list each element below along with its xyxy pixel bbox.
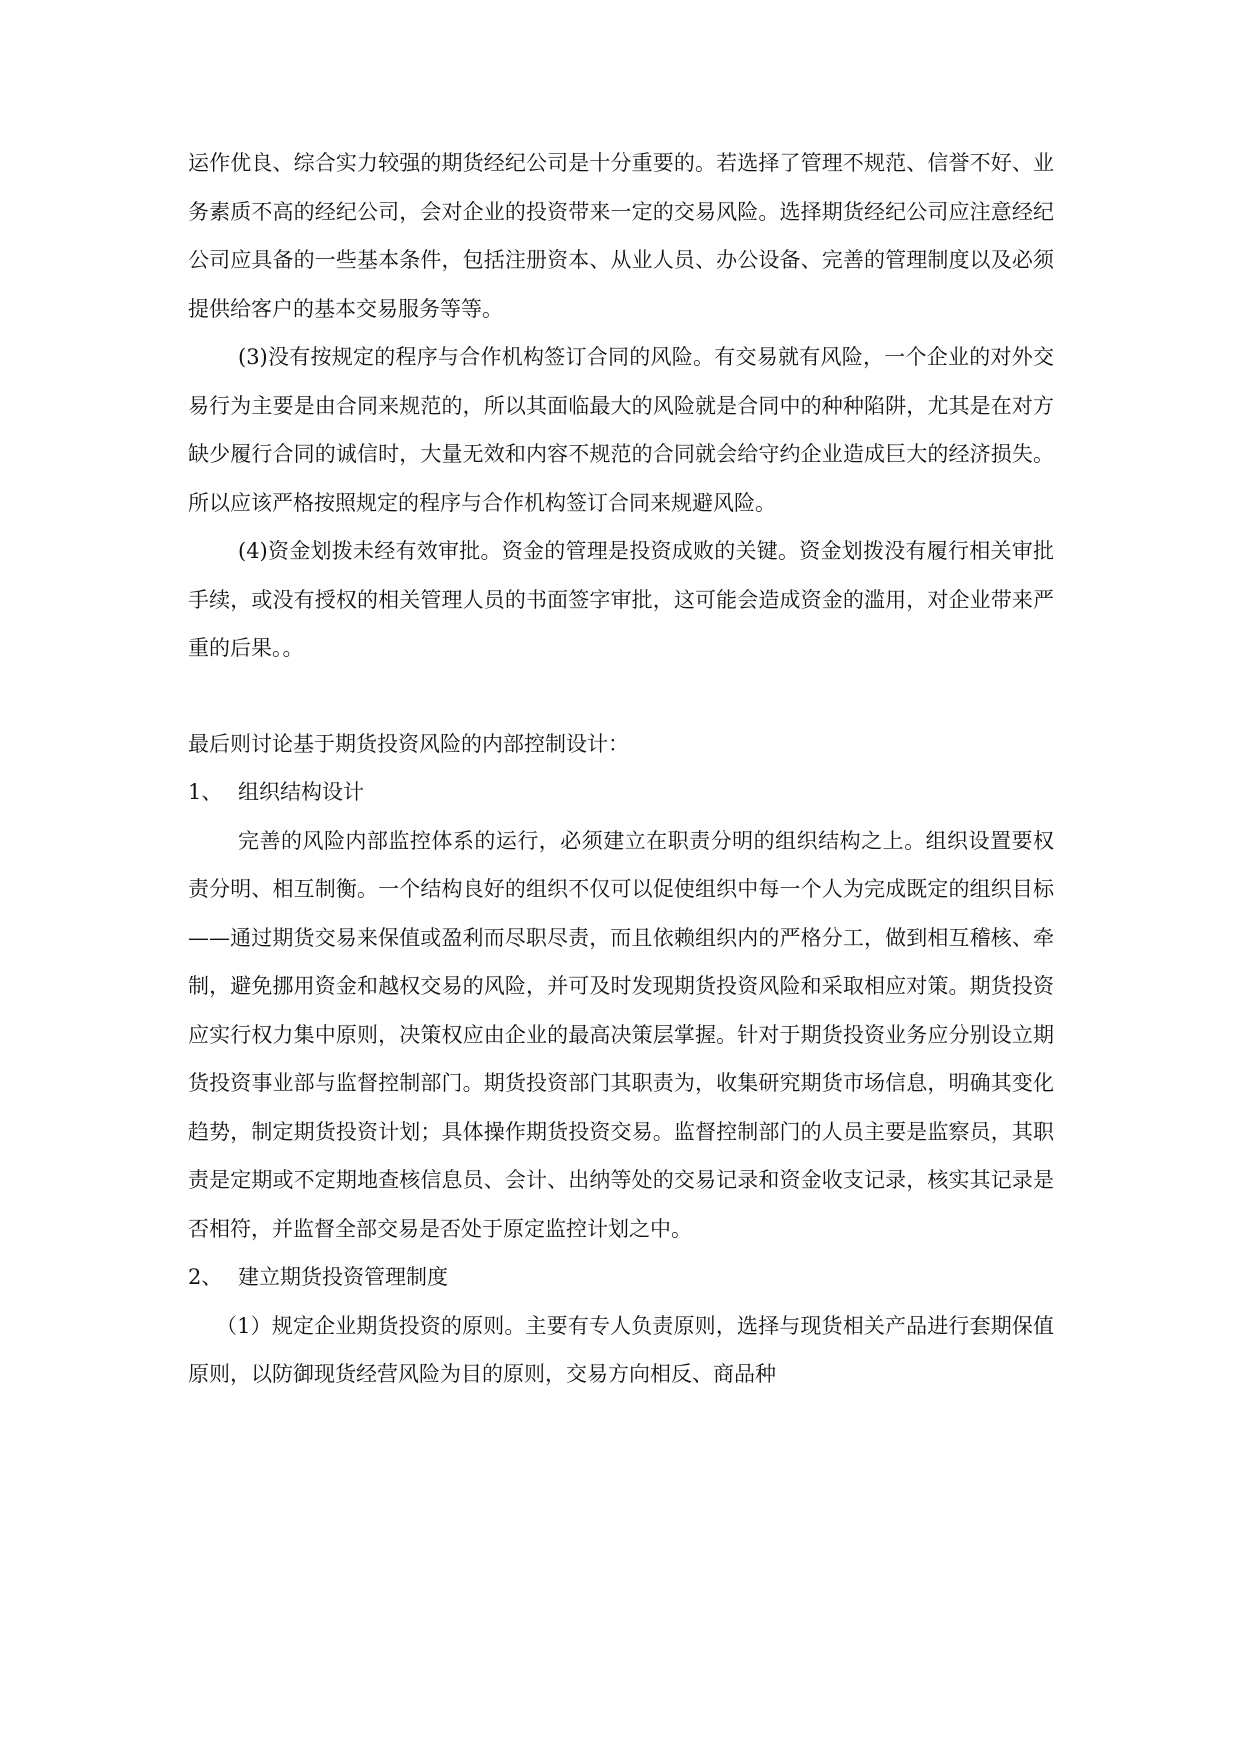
heading-title: 建立期货投资管理制度	[238, 1265, 448, 1289]
section-heading	[188, 1253, 1054, 1302]
paragraph-spacer	[188, 673, 1054, 720]
section-intro: 最后则讨论基于期货投资风险的内部控制设计：	[188, 731, 629, 756]
heading-number: 2、	[188, 1265, 223, 1289]
body-paragraph: 完善的风险内部监控体系的运行，必须建立在职责分明的组织结构之上。组织设置要权责分明、相互制衡。一个结构良好的组织不仅可以促使组织中每一个人为完成既定的组织目标——通过期货交易来保值或盈利而尽职尽责，而且依赖组织内的严格分工，做到相互稽核、牵制，避免挪用资金和越权交易的风险，并可及时发现期货投资风险和采取相应对策。期货投资应实行权力集中原则，决策权应由企业的最高决策层掌握。针对于期货投资业务应分别设立期货投资事业部与监督控制部门。期货投资部门其职责为，收集研究期货市场信息，明确其变化趋势，制定期货投资计划；具体操作期货投资交易。监督控制部门的人员主要是监察员，其职责是定期或不定期地查核信息员、会计、出纳等处的交易记录和资金收支记录，核实其记录是否相符，并监督全部交易是否处于原定监控计划之中。	[188, 828, 1054, 1241]
heading-number: 1、	[188, 780, 223, 804]
section-heading	[188, 768, 1054, 817]
body-paragraph: (4)资金划拨未经有效审批。资金的管理是投资成败的关键。资金划拨没有履行相关审批手续，或没有授权的相关管理人员的书面签字审批，这可能会造成资金的滥用，对企业带来严重的后果。。	[188, 539, 1054, 660]
body-paragraph: 运作优良、综合实力较强的期货经纪公司是十分重要的。若选择了管理不规范、信誉不好、业务素质不高的经纪公司，会对企业的投资带来一定的交易风险。选择期货经纪公司应注意经纪公司应具备的一些基本条件，包括注册资本、从业人员、办公设备、完善的管理制度以及必须提供给客户的基本交易服务等等。	[188, 151, 1054, 321]
body-paragraph: （1）规定企业期货投资的原则。主要有专人负责原则，选择与现货相关产品进行套期保值原则，以防御现货经营风险为目的原则，交易方向相反、商品种	[188, 1313, 1054, 1386]
body-paragraph: (3)没有按规定的程序与合作机构签订合同的风险。有交易就有风险，一个企业的对外交易行为主要是由合同来规范的，所以其面临最大的风险就是合同中的种种陷阱，尤其是在对方缺少履行合同的诚信时，大量无效和内容不规范的合同就会给守约企业造成巨大的经济损失。所以应该严格按照规定的程序与合作机构签订合同来规避风险。	[188, 345, 1054, 515]
heading-title: 组织结构设计	[238, 780, 364, 804]
document-page	[188, 139, 1054, 1399]
